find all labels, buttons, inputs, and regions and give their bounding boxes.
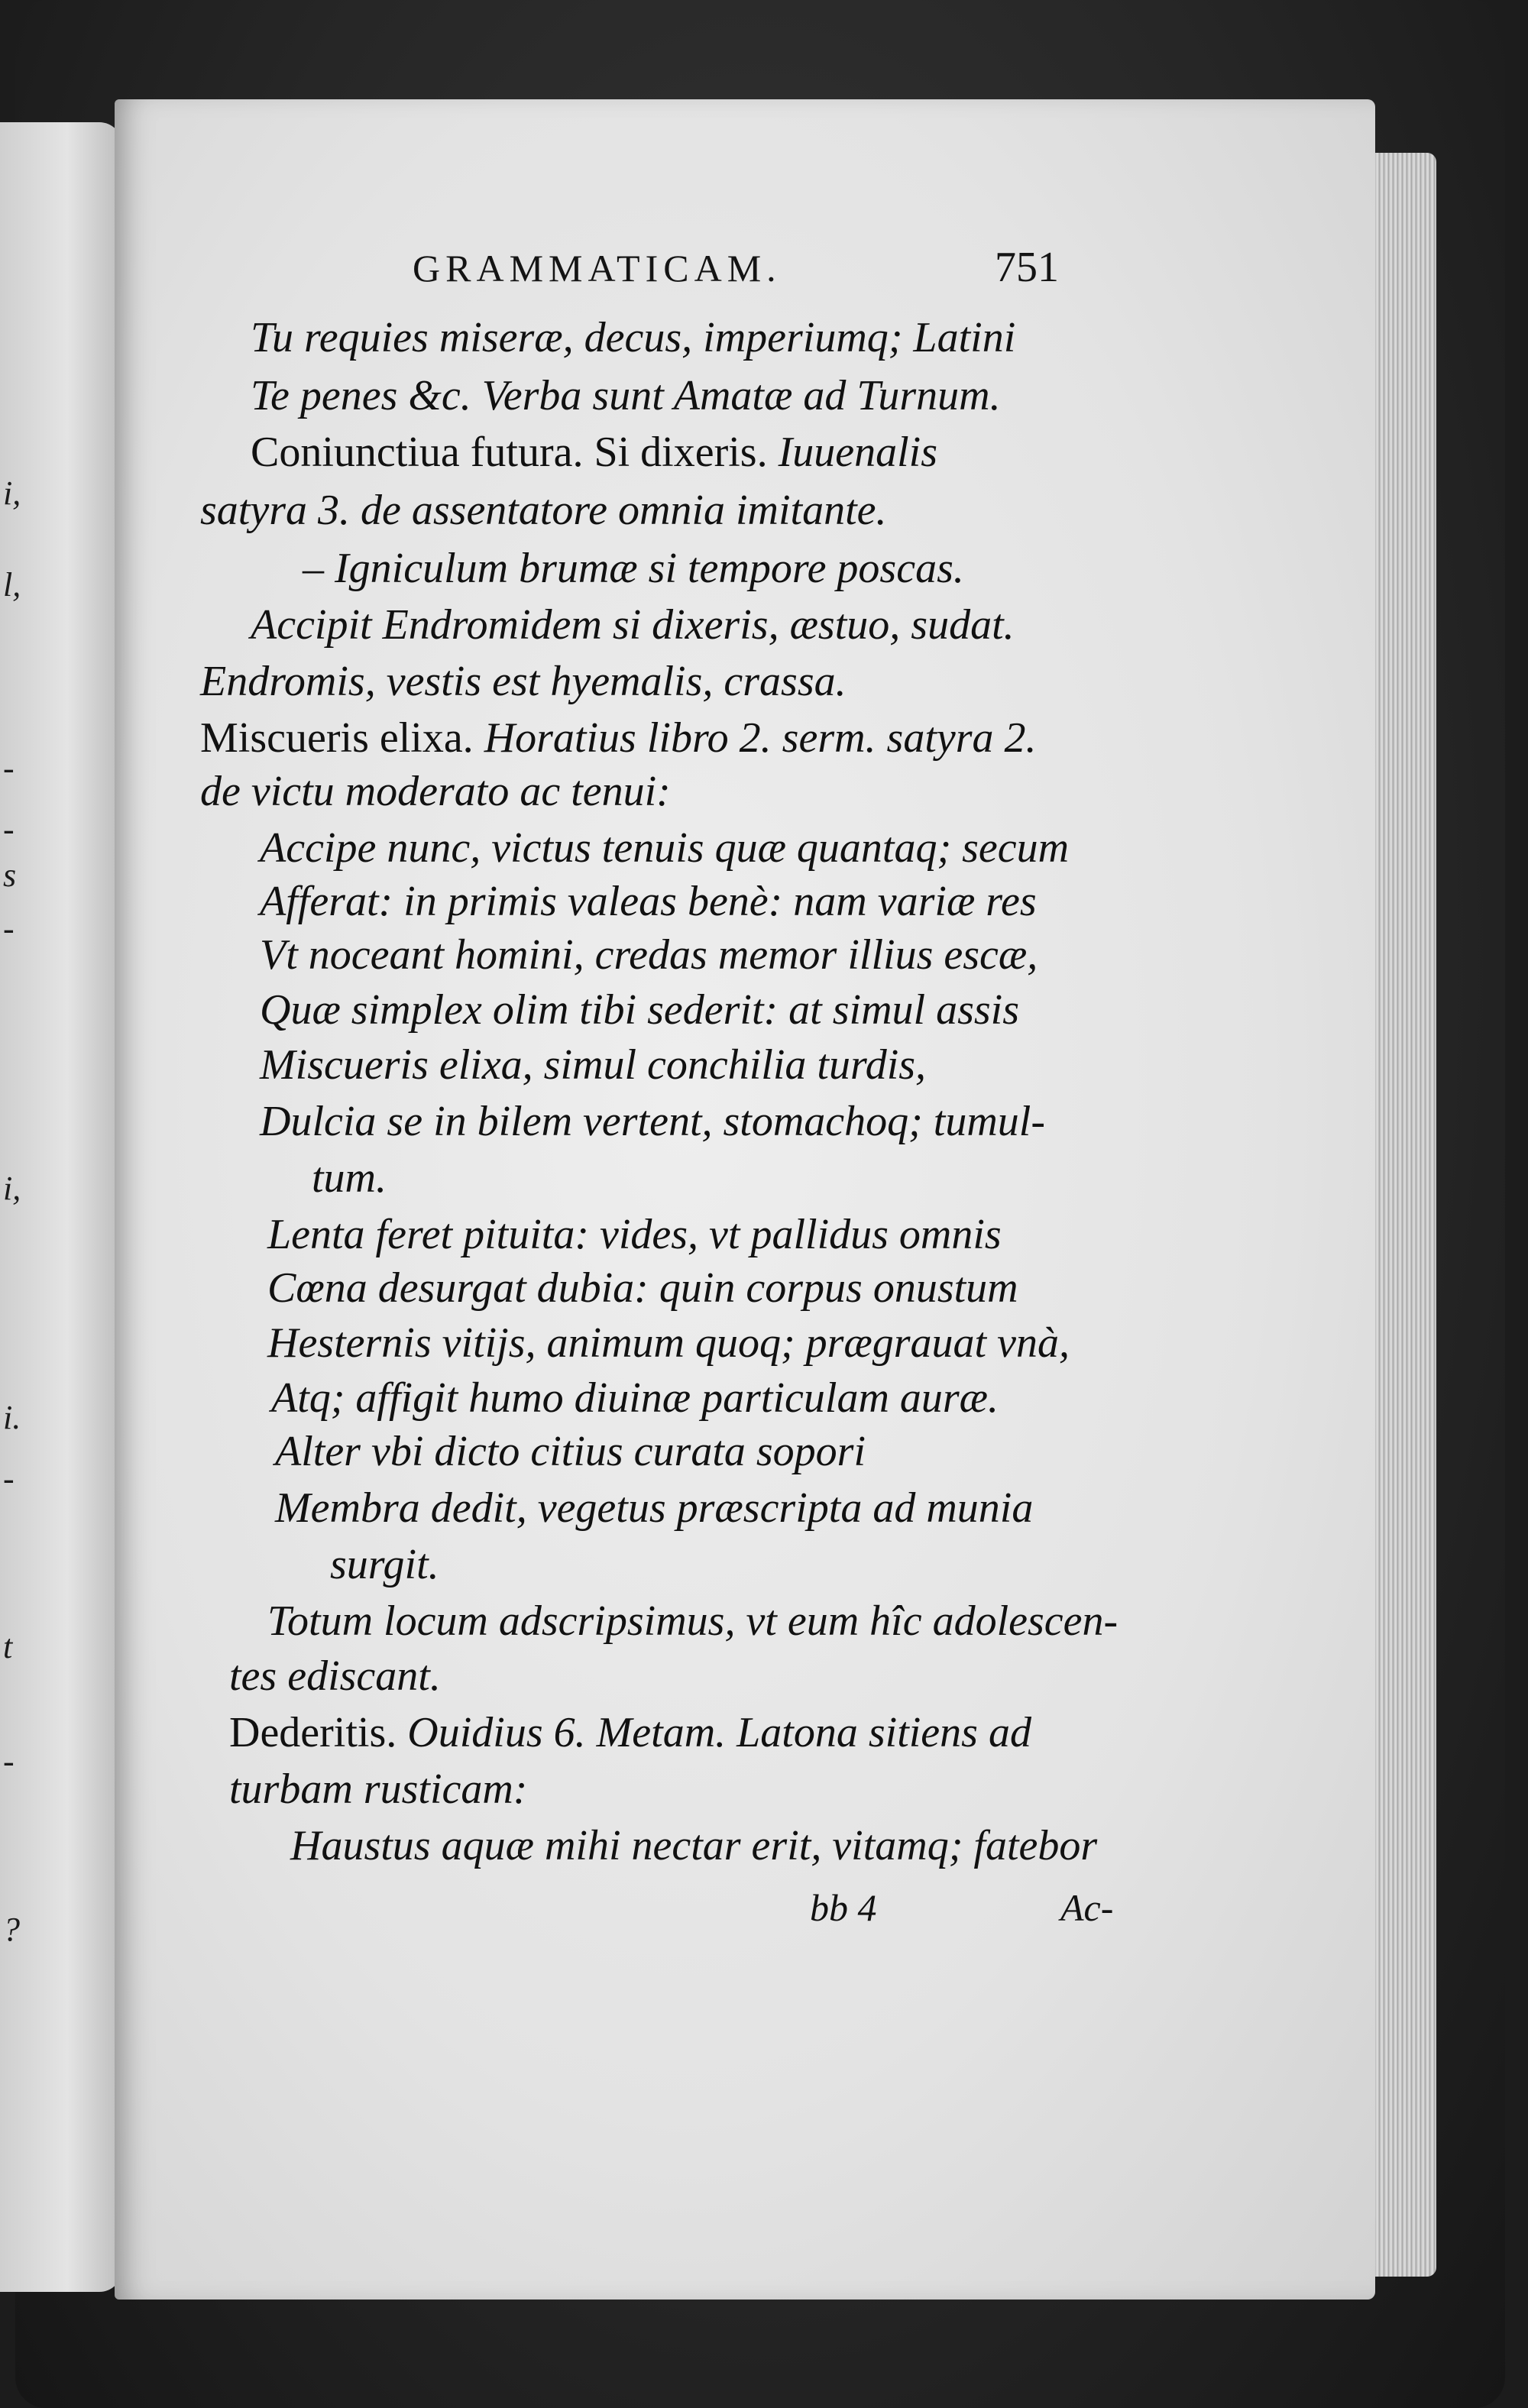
left-stub: - bbox=[3, 1743, 15, 1780]
left-stub: - bbox=[3, 811, 15, 848]
text-line: – Igniculum brumæ si tempore poscas. bbox=[303, 545, 964, 592]
text-line: Tu requies miseræ, decus, imperiumq; Latini bbox=[251, 314, 1016, 361]
left-stub: i. bbox=[3, 1399, 21, 1436]
text-line: Endromis, vestis est hyemalis, crassa. bbox=[200, 658, 847, 705]
text-line-tail: Horatius libro 2. serm. satyra 2. bbox=[484, 714, 1037, 762]
text-line: Alter vbi dicto citius curata sopori bbox=[275, 1428, 866, 1475]
text-line: Coniunctiua futura. Si dixeris. Iuuenalis bbox=[251, 429, 937, 476]
text-line: Haustus aquæ mihi nectar erit, vitamq; fatebor bbox=[290, 1822, 1098, 1869]
text-line: Hesternis vitijs, animum quoq; prægrauat vnà, bbox=[267, 1319, 1070, 1367]
text-line-tail: Iuuenalis bbox=[778, 429, 937, 476]
left-stub: l, bbox=[3, 566, 21, 604]
text-line: Membra dedit, vegetus præscripta ad munia bbox=[275, 1484, 1034, 1532]
text-line: tum. bbox=[312, 1154, 387, 1202]
text-line: Miscueris elixa, simul conchilia turdis, bbox=[260, 1041, 927, 1089]
text-line: Accipe nunc, victus tenuis quæ quantaq; secum bbox=[260, 824, 1070, 872]
running-head: GRAMMATICAM. bbox=[413, 247, 782, 290]
left-page-edge bbox=[0, 122, 122, 2292]
signature-mark: bb 4 bbox=[810, 1886, 877, 1929]
text-line: Dulcia se in bilem vertent, stomachoq; tumul- bbox=[260, 1098, 1046, 1145]
left-stub: t bbox=[3, 1628, 13, 1665]
left-stub: i, bbox=[3, 474, 21, 512]
page-number: 751 bbox=[995, 244, 1059, 291]
left-stub: - bbox=[3, 910, 15, 947]
left-stub: i, bbox=[3, 1170, 21, 1207]
left-stub: - bbox=[3, 749, 15, 787]
text-line: surgit. bbox=[330, 1541, 439, 1588]
catchword: Ac- bbox=[1060, 1886, 1114, 1929]
text-line: Lenta feret pituita: vides, vt pallidus omnis bbox=[267, 1211, 1002, 1258]
text-line: Miscueris elixa. Horatius libro 2. serm. satyra 2. bbox=[200, 714, 1037, 762]
left-stub: ? bbox=[3, 1911, 20, 1948]
text-line-tail: Ouidius 6. Metam. Latona sitiens ad bbox=[407, 1709, 1031, 1756]
page-fore-edge bbox=[1375, 153, 1436, 2277]
text-line: Afferat: in primis valeas benè: nam variæ res bbox=[260, 878, 1037, 925]
text-line: Dederitis. Ouidius 6. Metam. Latona sitiens ad bbox=[229, 1709, 1031, 1756]
text-line: satyra 3. de assentatore omnia imitante. bbox=[200, 487, 887, 534]
text-line: Totum locum adscripsimus, vt eum hîc adolescen- bbox=[267, 1597, 1118, 1645]
text-line: Vt noceant homini, credas memor illius escæ, bbox=[260, 931, 1038, 979]
text-line: Te penes &c. Verba sunt Amatæ ad Turnum. bbox=[251, 372, 1001, 419]
left-stub: - bbox=[3, 1460, 15, 1497]
text-line: tes ediscant. bbox=[229, 1652, 441, 1700]
text-line: Cœna desurgat dubia: quin corpus onustum bbox=[267, 1264, 1018, 1312]
text-line: de victu moderato ac tenui: bbox=[200, 768, 671, 815]
text-line: Atq; affigit humo diuinæ particulam auræ. bbox=[271, 1374, 999, 1422]
left-stub: s bbox=[3, 856, 17, 894]
text-line: Quæ simplex olim tibi sederit: at simul assis bbox=[260, 986, 1019, 1034]
text-line: turbam rusticam: bbox=[229, 1766, 528, 1813]
text-line: Accipit Endromidem si dixeris, æstuo, sudat. bbox=[251, 601, 1015, 649]
